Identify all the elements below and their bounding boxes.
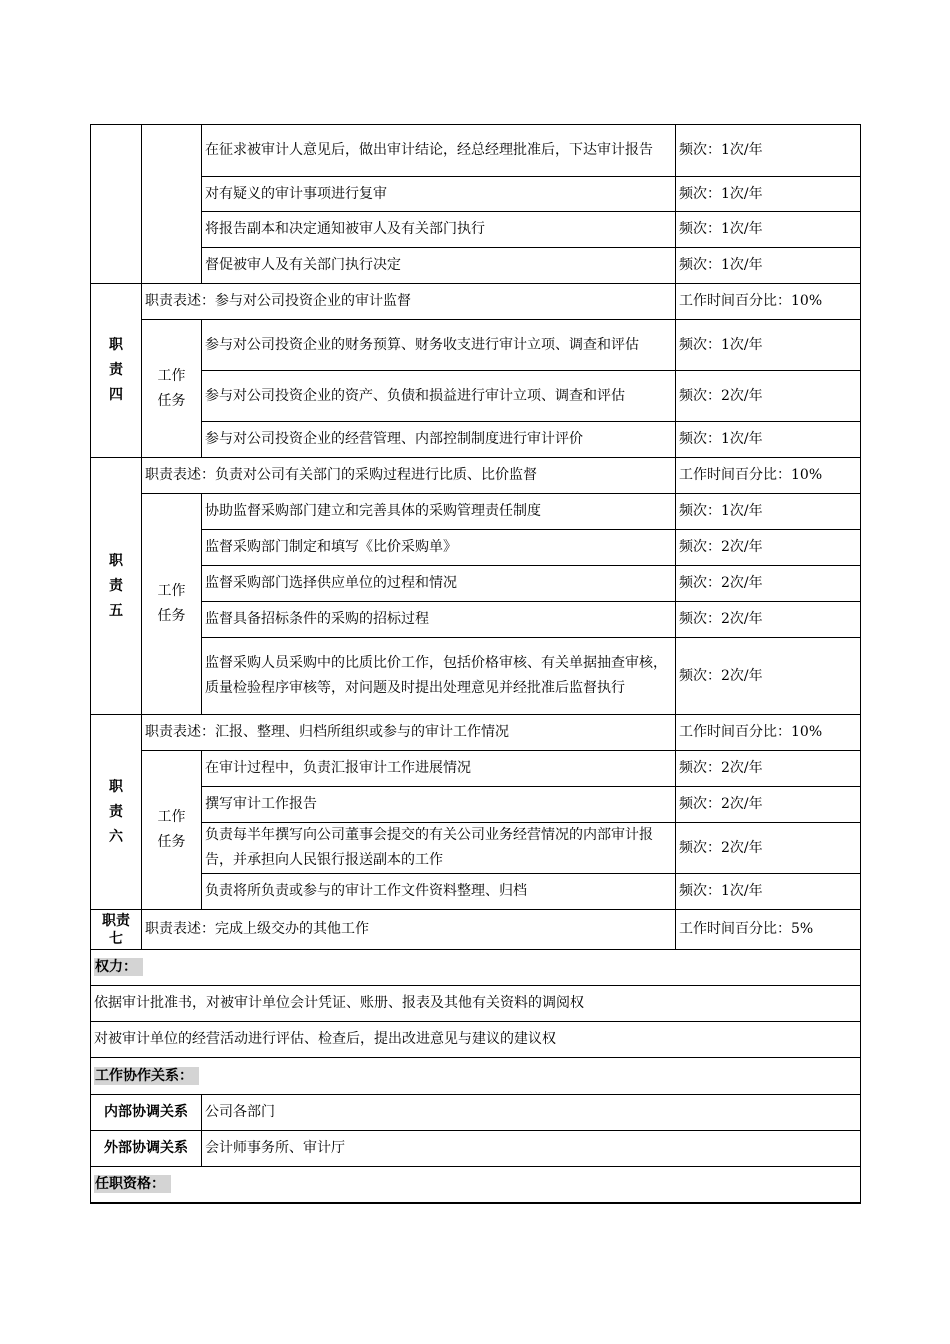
task-text: 负责每半年撰写向公司董事会提交的有关公司业务经营情况的内部审计报告，并承担向人民银行报送副本的工作 xyxy=(202,823,676,874)
task-frequency: 频次：1次/年 xyxy=(676,248,861,284)
task-text: 监督采购部门制定和填写《比价采购单》 xyxy=(202,530,676,566)
task-row xyxy=(91,248,861,284)
work-tasks-label: 工作 任务 xyxy=(142,494,202,715)
task-frequency: 频次：2次/年 xyxy=(676,530,861,566)
duty-time-percent: 工作时间百分比：10% xyxy=(676,458,861,494)
task-text: 负责将所负责或参与的审计工作文件资料整理、归档 xyxy=(202,874,676,910)
task-row xyxy=(91,212,861,248)
task-row xyxy=(91,787,861,823)
right-item: 依据审计批准书，对被审计单位会计凭证、账册、报表及其他有关资料的调阅权 xyxy=(91,986,861,1022)
external-relation-value: 会计师事务所、审计厅 xyxy=(202,1131,861,1167)
task-text: 督促被审人及有关部门执行决定 xyxy=(202,248,676,284)
right-row xyxy=(91,1022,861,1058)
task-row xyxy=(91,125,861,177)
task-frequency: 频次：2次/年 xyxy=(676,602,861,638)
task-row xyxy=(91,566,861,602)
duty-time-percent: 工作时间百分比：5% xyxy=(676,910,861,950)
external-relation-label: 外部协调关系 xyxy=(91,1131,202,1167)
duty-description-row xyxy=(91,715,861,751)
task-row xyxy=(91,530,861,566)
work-tasks-label: 工作 任务 xyxy=(142,320,202,458)
duty-label-6: 职 责 六 xyxy=(91,715,142,910)
internal-relation-value: 公司各部门 xyxy=(202,1095,861,1131)
qualification-header-row xyxy=(91,1167,861,1203)
task-text: 将报告副本和决定通知被审人及有关部门执行 xyxy=(202,212,676,248)
qualification-title: 任职资格： xyxy=(91,1167,861,1203)
task-frequency: 频次：1次/年 xyxy=(676,212,861,248)
group-label-cell xyxy=(142,125,202,284)
task-row xyxy=(91,874,861,910)
duty-label-cell xyxy=(91,125,142,284)
task-text: 监督采购部门选择供应单位的过程和情况 xyxy=(202,566,676,602)
work-tasks-label: 工作 任务 xyxy=(142,751,202,910)
duty-description-row xyxy=(91,458,861,494)
duty-label-4: 职 责 四 xyxy=(91,284,142,458)
duty-time-percent: 工作时间百分比：10% xyxy=(676,284,861,320)
task-text: 对有疑义的审计事项进行复审 xyxy=(202,177,676,212)
task-text: 监督具备招标条件的采购的招标过程 xyxy=(202,602,676,638)
task-row xyxy=(91,602,861,638)
task-row xyxy=(91,638,861,715)
task-row xyxy=(91,320,861,371)
external-relation-row xyxy=(91,1131,861,1167)
duty-time-percent: 工作时间百分比：10% xyxy=(676,715,861,751)
duties-table xyxy=(90,124,861,1204)
task-frequency: 频次：1次/年 xyxy=(676,494,861,530)
rights-header-row xyxy=(91,950,861,986)
task-frequency: 频次：2次/年 xyxy=(676,371,861,422)
task-text: 参与对公司投资企业的经营管理、内部控制制度进行审计评价 xyxy=(202,422,676,458)
task-row xyxy=(91,177,861,212)
right-row xyxy=(91,986,861,1022)
task-text: 参与对公司投资企业的财务预算、财务收支进行审计立项、调查和评估 xyxy=(202,320,676,371)
relations-header-row xyxy=(91,1058,861,1095)
task-text: 监督采购人员采购中的比质比价工作，包括价格审核、有关单据抽查审核，质量检验程序审核等，对问题及时提出处理意见并经批准后监督执行 xyxy=(202,638,676,715)
task-frequency: 频次：2次/年 xyxy=(676,566,861,602)
task-frequency: 频次：1次/年 xyxy=(676,177,861,212)
internal-relation-row xyxy=(91,1095,861,1131)
task-row xyxy=(91,751,861,787)
task-text: 参与对公司投资企业的资产、负债和损益进行审计立项、调查和评估 xyxy=(202,371,676,422)
duty-description-row xyxy=(91,284,861,320)
task-frequency: 频次：2次/年 xyxy=(676,751,861,787)
task-text: 撰写审计工作报告 xyxy=(202,787,676,823)
relations-title: 工作协作关系： xyxy=(91,1058,861,1095)
task-text: 在征求被审计人意见后，做出审计结论，经总经理批准后，下达审计报告 xyxy=(202,125,676,177)
task-text: 在审计过程中，负责汇报审计工作进展情况 xyxy=(202,751,676,787)
duty-description: 职责表述：负责对公司有关部门的采购过程进行比质、比价监督 xyxy=(142,458,676,494)
task-text: 协助监督采购部门建立和完善具体的采购管理责任制度 xyxy=(202,494,676,530)
task-frequency: 频次：1次/年 xyxy=(676,125,861,177)
duty-description: 职责表述：完成上级交办的其他工作 xyxy=(142,910,676,950)
task-row xyxy=(91,371,861,422)
duty-label-5: 职 责 五 xyxy=(91,458,142,715)
task-frequency: 频次：2次/年 xyxy=(676,823,861,874)
duty-description: 职责表述：汇报、整理、归档所组织或参与的审计工作情况 xyxy=(142,715,676,751)
duty-description-row xyxy=(91,910,861,950)
task-row xyxy=(91,494,861,530)
right-item: 对被审计单位的经营活动进行评估、检查后，提出改进意见与建议的建议权 xyxy=(91,1022,861,1058)
internal-relation-label: 内部协调关系 xyxy=(91,1095,202,1131)
task-frequency: 频次：1次/年 xyxy=(676,422,861,458)
task-frequency: 频次：1次/年 xyxy=(676,874,861,910)
duty-description: 职责表述：参与对公司投资企业的审计监督 xyxy=(142,284,676,320)
task-row xyxy=(91,422,861,458)
task-frequency: 频次：2次/年 xyxy=(676,638,861,715)
task-row xyxy=(91,823,861,874)
rights-title: 权力： xyxy=(91,950,861,986)
duty-label-7: 职责 七 xyxy=(91,910,142,950)
job-description-sheet xyxy=(90,124,860,1204)
task-frequency: 频次：1次/年 xyxy=(676,320,861,371)
task-frequency: 频次：2次/年 xyxy=(676,787,861,823)
